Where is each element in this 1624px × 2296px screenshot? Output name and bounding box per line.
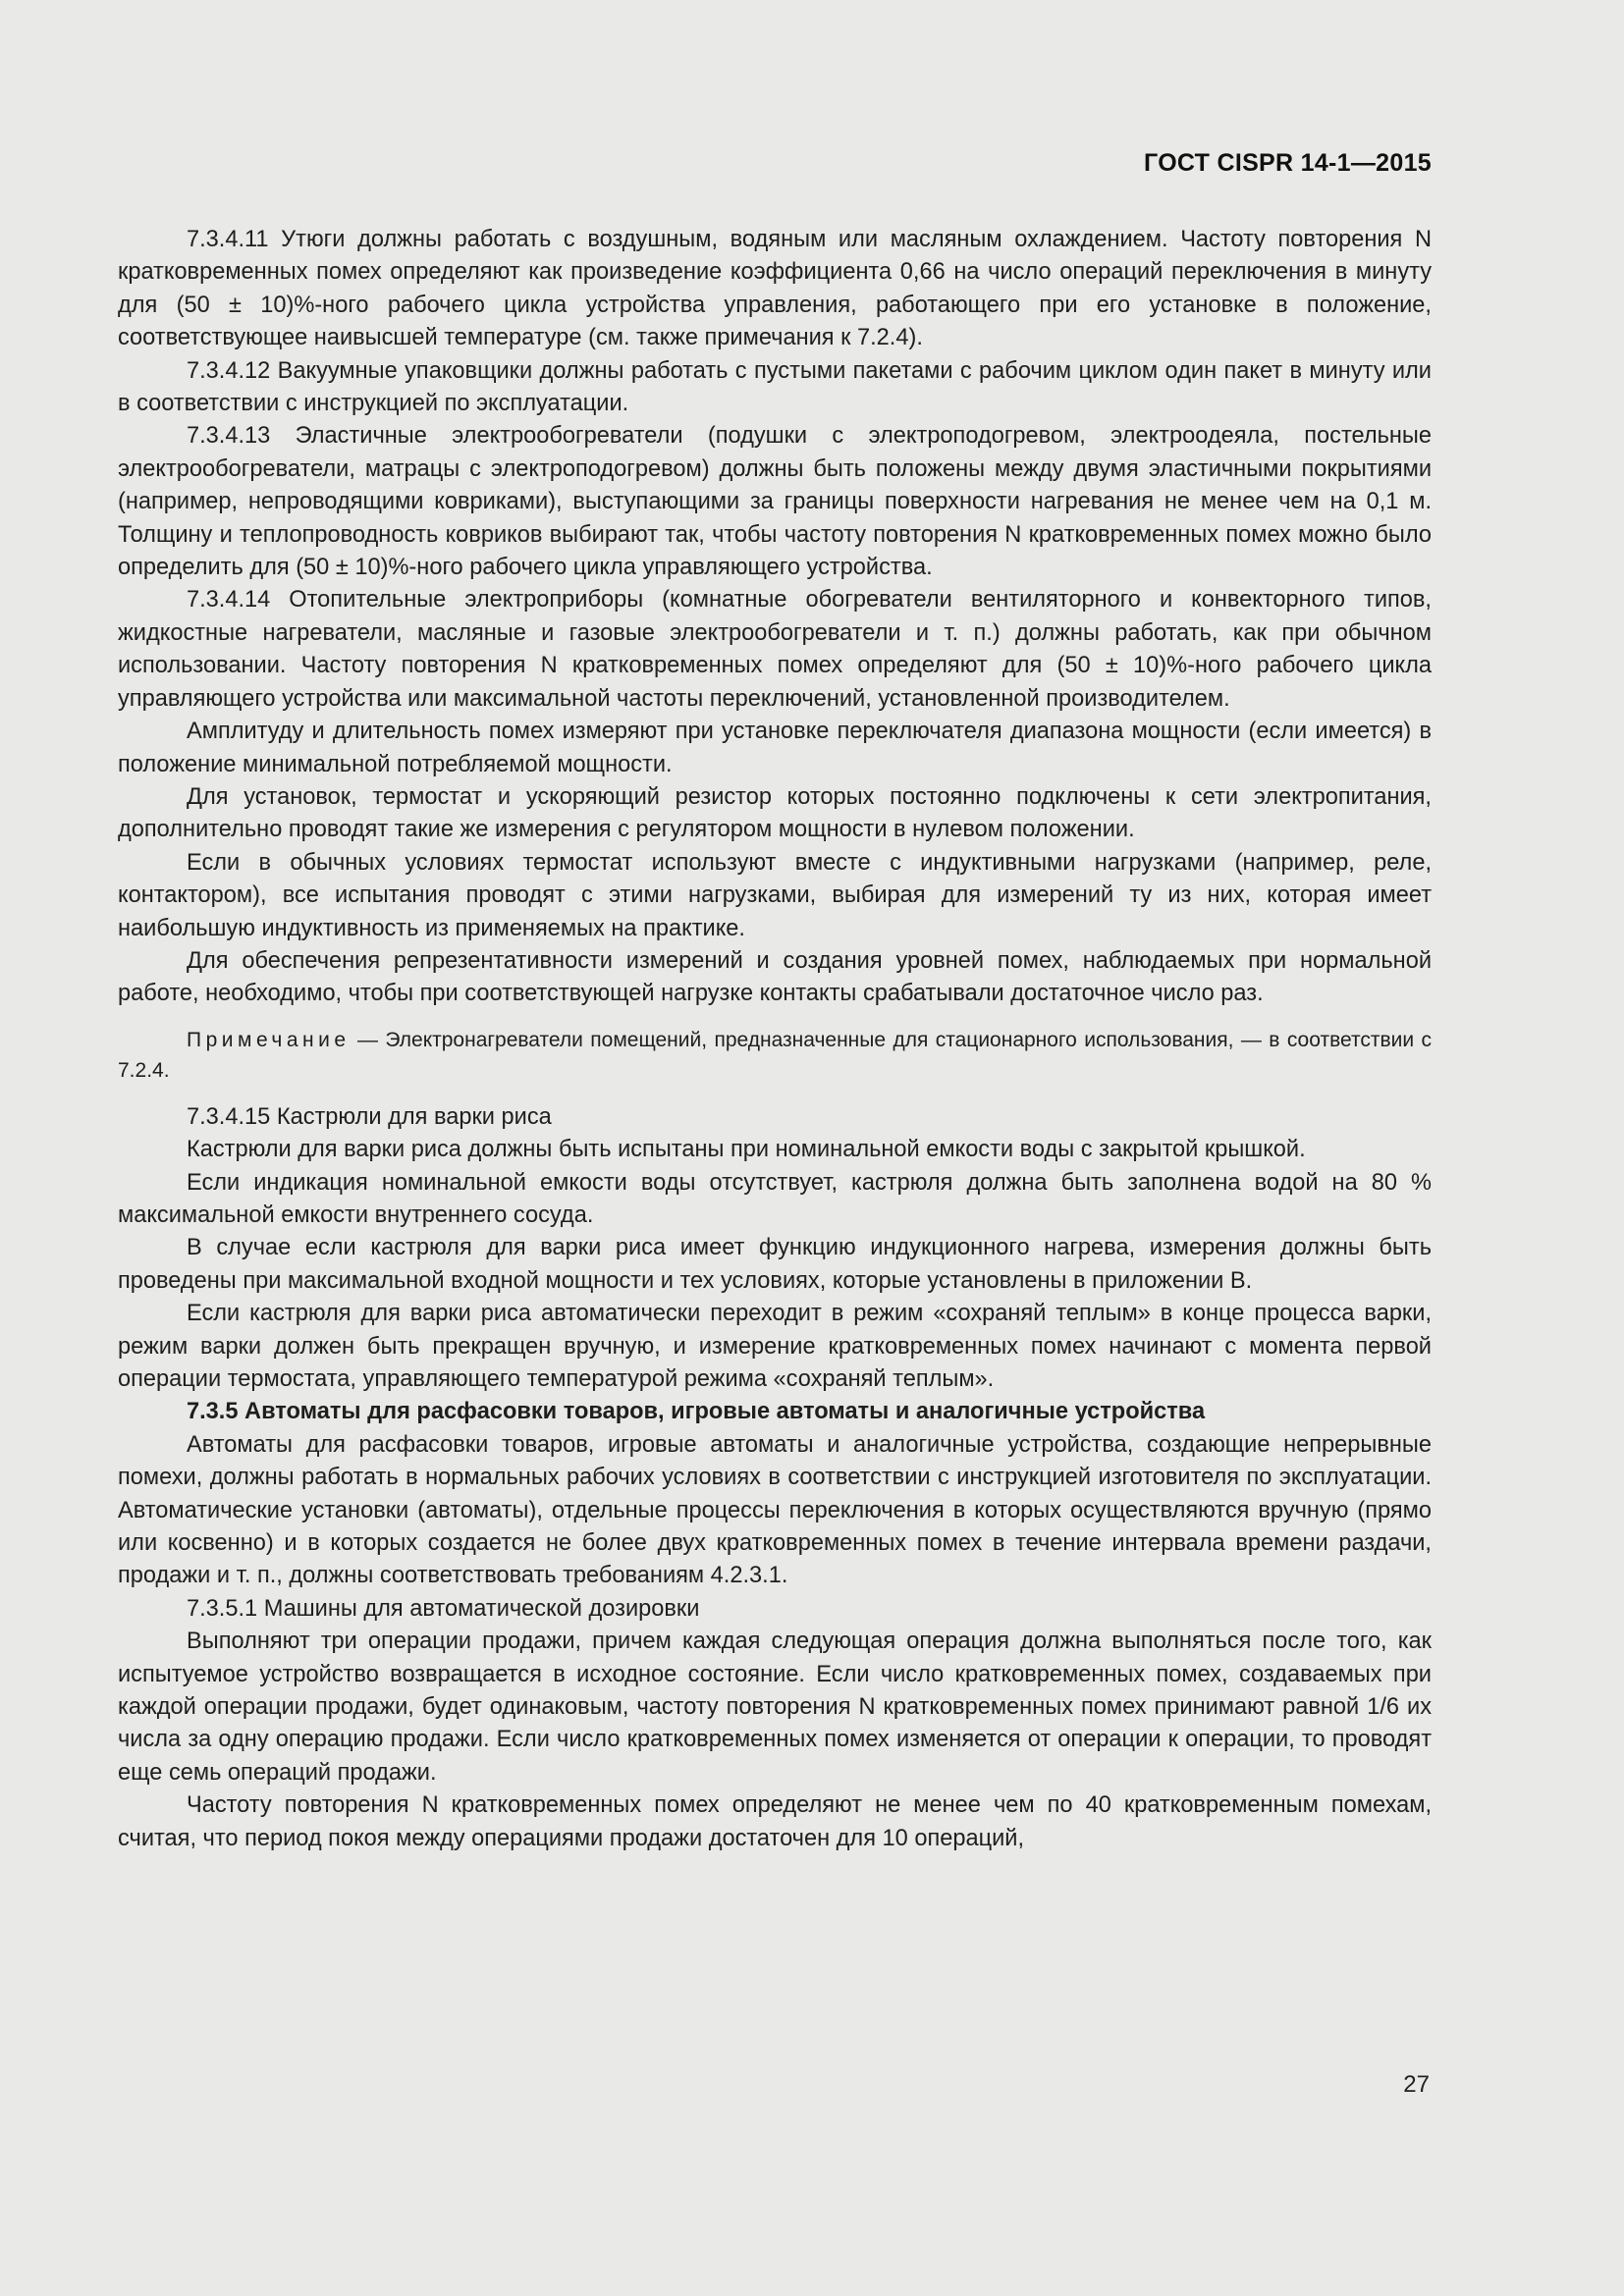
paragraph-rice-cooker-capacity: Кастрюли для варки риса должны быть испытаны при номинальной емкости воды с закрытой крышкой. xyxy=(187,1137,1306,1163)
paragraph-sale-operations: Выполняют три операции продажи, причем каждая следующая операция должна выполняться после того, как испытуемое устройство возвращается в исходное состояние. Если число кратковременных помех, создаваемых при каждой операции продажи, будет одинаковым, частоту повторения N кратковременных помех принимают равной 1/6 их числа за одну операцию продажи. Если число кратковременных помех изменяется от операции к операции, то проводят еще семь операций продажи. xyxy=(118,1629,1432,1786)
paragraph-7-3-4-11: 7.3.4.11 Утюги должны работать с воздушным, водяным или масляным охлаждением. Частоту повторения N кратковременных помех определяют как произведение коэффициента 0,66 на число операций переключения в минуту для (50 ± 10)%-ного рабочего цикла устройства управления, работающего при его установке в положение, соответствующее наивысшей температуре (см. также примечания к 7.2.4). xyxy=(118,227,1432,351)
page-number: 27 xyxy=(1403,2071,1430,2098)
section-heading-7-3-5: 7.3.5 Автоматы для расфасовки товаров, игровые автоматы и аналогичные устройства xyxy=(187,1399,1206,1425)
paragraph-inductive-loads: Если в обычных условиях термостат используют вместе с индуктивными нагрузками (например, реле, контактором), все испытания проводят с этими нагрузками, выбирая для измерений ту из них, которая имеет наибольшую индуктивность из применяемых на практике. xyxy=(118,849,1432,941)
paragraph-rice-cooker-fill: Если индикация номинальной емкости воды отсутствует, кастрюля должна быть заполнена водой на 80 % максимальной емкости внутреннего сосуда. xyxy=(118,1169,1432,1228)
paragraph-installations: Для установок, термостат и ускоряющий резистор которых постоянно подключены к сети электропитания, дополнительно проводят такие же измерения с регулятором мощности в нулевом положении. xyxy=(118,783,1432,843)
paragraph-7-3-4-14: 7.3.4.14 Отопительные электроприборы (комнатные обогреватели вентиляторного и конвекторного типов, жидкостные нагреватели, масляные и газовые электрообогреватели и т. п.) должны работать, как при обычном использовании. Частоту повторения N кратковременных помех определяют для (50 ± 10)%-ного рабочего цикла управляющего устройства или максимальной частоты переключений, установленной производителем. xyxy=(118,587,1432,712)
paragraph-rice-cooker-induction: В случае если кастрюля для варки риса имеет функцию индукционного нагрева, измерения должны быть проведены при максимальной входной мощности и тех условиях, которые установлены в приложении В. xyxy=(118,1235,1432,1294)
paragraph-vending-machines: Автоматы для расфасовки товаров, игровые автоматы и аналогичные устройства, создающие непрерывные помехи, должны работать в нормальных рабочих условиях в соответствии с инструкцией изготовителя по эксплуатации. Автоматические установки (автоматы), отдельные процессы переключения в которых осуществляются вручную (прямо или косвенно) и в которых создается не более двух кратковременных помех в течение интервала времени раздачи, продажи и т. п., должны соответствовать требованиям 4.2.3.1. xyxy=(118,1431,1432,1589)
paragraph-7-3-4-15-heading: 7.3.4.15 Кастрюли для варки риса xyxy=(187,1103,552,1130)
paragraph-7-3-4-12: 7.3.4.12 Вакуумные упаковщики должны работать с пустыми пакетами с рабочим циклом один пакет в минуту или в соответствии с инструкцией по эксплуатации. xyxy=(118,357,1432,417)
paragraph-rice-cooker-keep-warm: Если кастрюля для варки риса автоматически переходит в режим «сохраняй теплым» в конце процесса варки, режим варки должен быть прекращен вручную, и измерение кратковременных помех начинают с момента первой операции термостата, управляющего температурой режима «сохраняй теплым». xyxy=(118,1301,1432,1392)
note-text: — Электронагреватели помещений, предназначенные для стационарного использования, — в соответствии с 7.2.4. xyxy=(118,1028,1432,1082)
note-label: Примечание xyxy=(187,1028,351,1051)
document-header: ГОСТ CISPR 14-1—2015 xyxy=(1144,149,1432,177)
paragraph-representativeness: Для обеспечения репрезентативности измерений и создания уровней помех, наблюдаемых при нормальной работе, необходимо, чтобы при соответствующей нагрузке контакты срабатывали достаточное число раз. xyxy=(118,947,1432,1007)
paragraph-repetition-rate: Частоту повторения N кратковременных помех определяют не менее чем по 40 кратковременным помехам, считая, что период покоя между операциями продажи достаточен для 10 операций, xyxy=(118,1792,1432,1851)
paragraph-7-3-4-13: 7.3.4.13 Эластичные электрообогреватели (подушки с электроподогревом, электроодеяла, постельные электрообогреватели, матрацы с электроподогревом) должны быть положены между двумя эластичными покрытиями (например, непроводящими ковриками), выступающими за границы поверхности нагревания не менее чем на 0,1 м. Толщину и теплопроводность ковриков выбирают так, чтобы частоту повторения N кратковременных помех можно было определить для (50 ± 10)%-ного рабочего цикла управляющего устройства. xyxy=(118,423,1432,581)
note xyxy=(118,1025,1432,1086)
paragraph-amplitude: Амплитуду и длительность помех измеряют при установке переключателя диапазона мощности (если имеется) в положение минимальной потребляемой мощности. xyxy=(118,719,1432,777)
paragraph-7-3-5-1-heading: 7.3.5.1 Машины для автоматической дозировки xyxy=(187,1595,700,1622)
page-body xyxy=(118,224,1432,1855)
